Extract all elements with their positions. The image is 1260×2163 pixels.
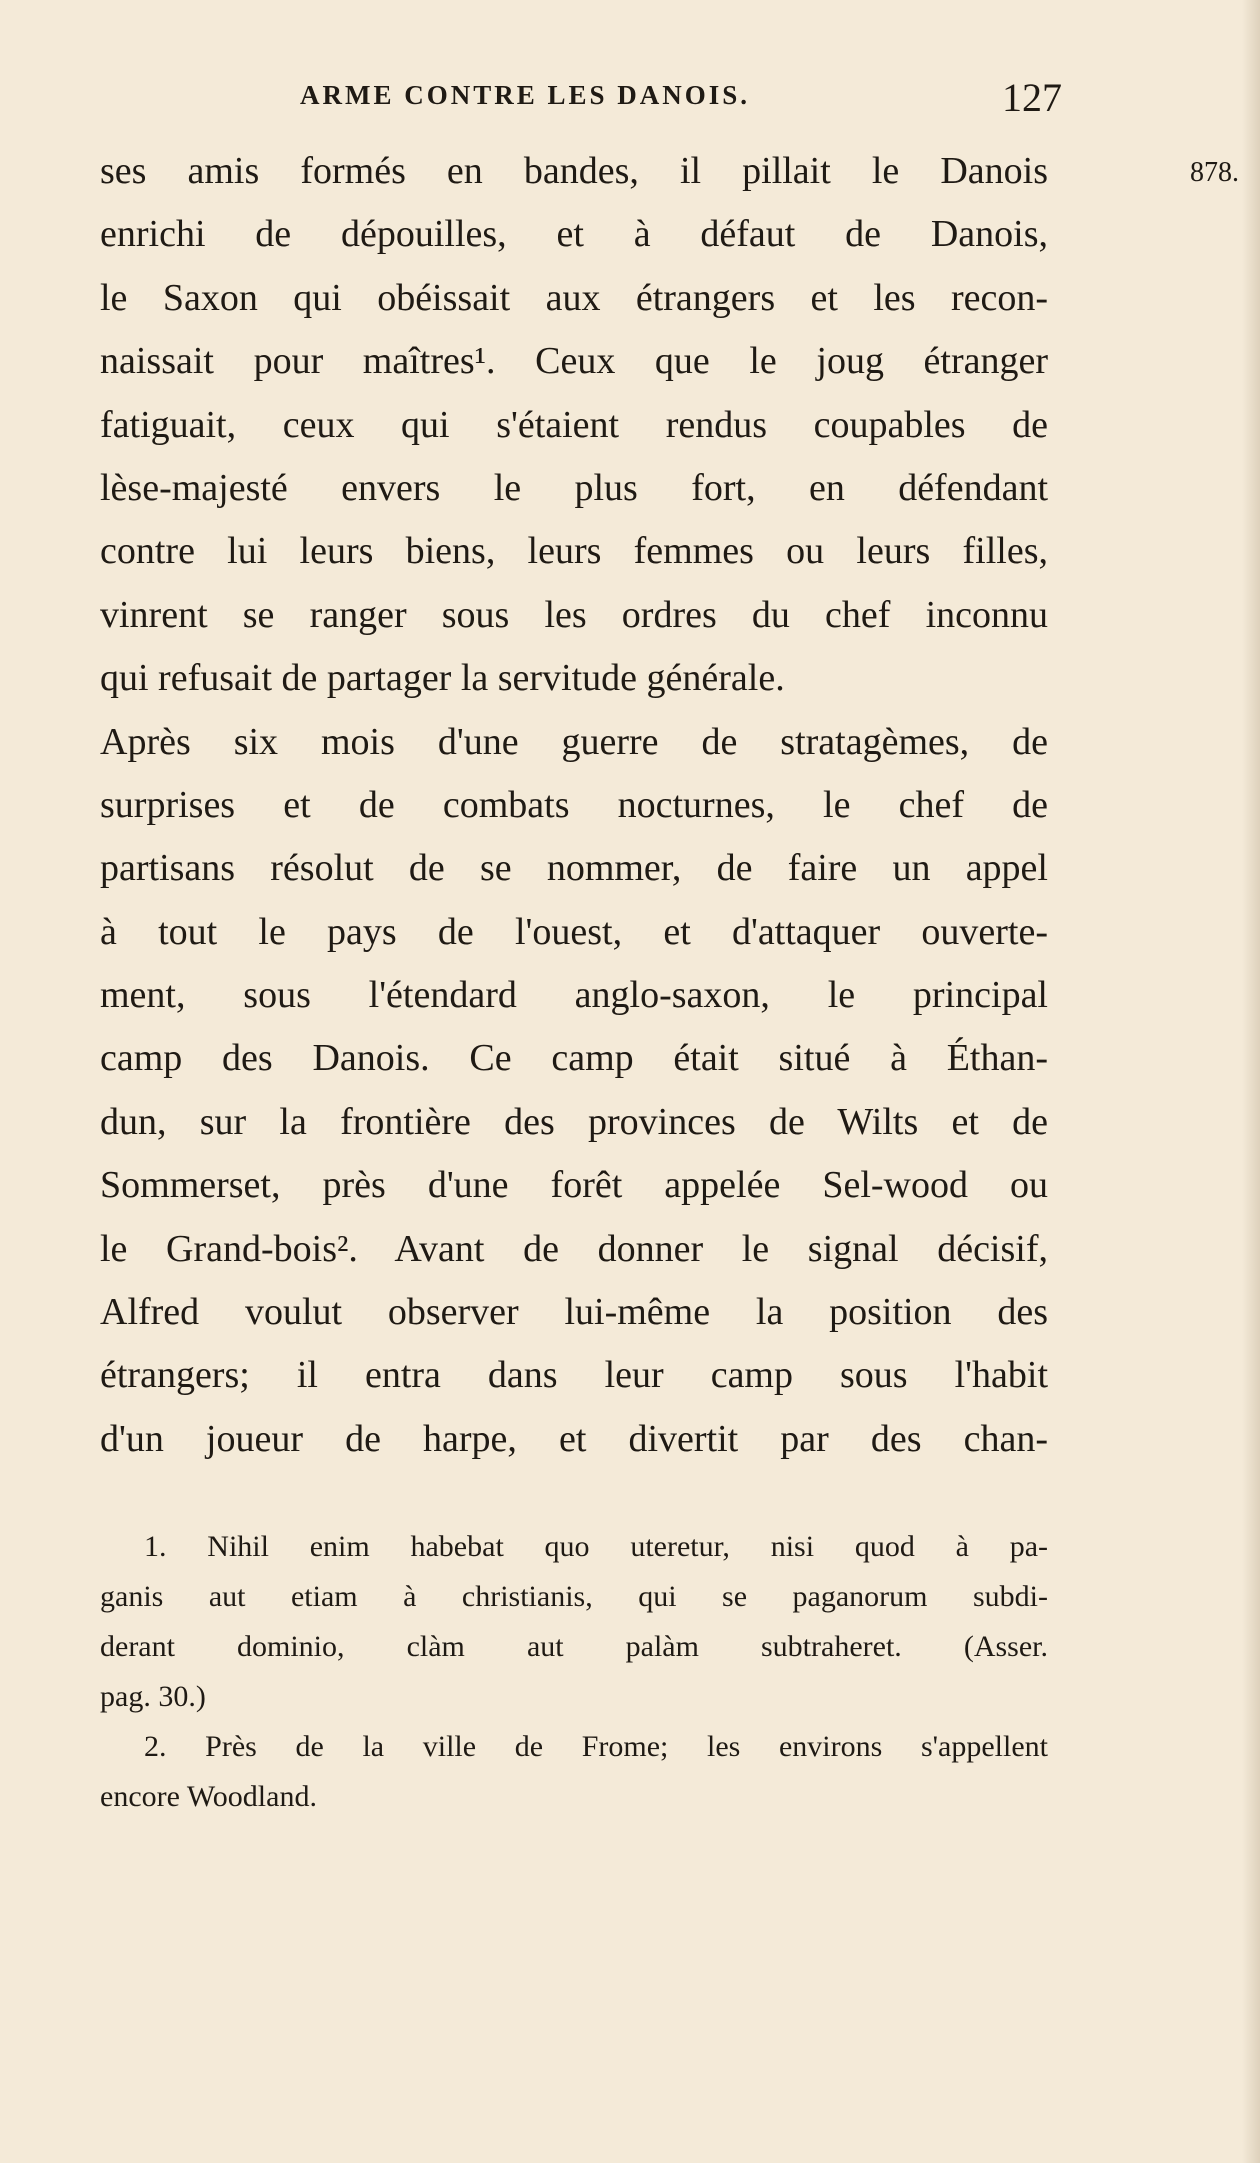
footnote-line: 2. Près de la ville de Frome; les environs s'appellent bbox=[144, 1730, 1048, 1763]
footnotes bbox=[100, 1522, 1048, 1822]
footnote-line: derant dominio, clàm aut palàm subtraheret. (Asser. bbox=[100, 1630, 1048, 1663]
text-line: ses amis formés en bandes, il pillait le Danois bbox=[100, 150, 1048, 192]
footnote-line: ganis aut etiam à christianis, qui se paganorum subdi- bbox=[100, 1580, 1048, 1613]
footnote-line: encore Woodland. bbox=[100, 1780, 317, 1813]
text-line: naissait pour maîtres¹. Ceux que le joug étranger bbox=[100, 340, 1048, 383]
text-line: dun, sur la frontière des provinces de Wilts et de bbox=[100, 1100, 1048, 1143]
footnote-line: pag. 30.) bbox=[100, 1680, 206, 1713]
running-head: ARME CONTRE LES DANOIS. bbox=[300, 80, 751, 110]
page-header bbox=[300, 75, 1070, 120]
text-line: d'un joueur de harpe, et divertit par des chan- bbox=[100, 1417, 1048, 1460]
body-text bbox=[100, 140, 1048, 1471]
text-line: enrichi de dépouilles, et à défaut de Danois, bbox=[100, 213, 1048, 256]
text-line: étrangers; il entra dans leur camp sous l'habit bbox=[100, 1354, 1048, 1397]
text-line: Après six mois d'une guerre de stratagèmes, de bbox=[100, 720, 1048, 763]
text-line: qui refusait de partager la servitude générale. bbox=[100, 657, 785, 700]
margin-date: 878. bbox=[1190, 157, 1239, 188]
text-line: à tout le pays de l'ouest, et d'attaquer ouverte- bbox=[100, 910, 1048, 953]
text-line: le Saxon qui obéissait aux étrangers et les recon- bbox=[100, 276, 1048, 319]
text-line: partisans résolut de se nommer, de faire un appel bbox=[100, 847, 1048, 890]
page-number: 127 bbox=[1002, 75, 1062, 120]
footnote-line: 1. Nihil enim habebat quo uteretur, nisi quod à pa- bbox=[144, 1530, 1048, 1563]
text-line: surprises et de combats nocturnes, le chef de bbox=[100, 783, 1048, 826]
text-line: lèse-majesté envers le plus fort, en défendant bbox=[100, 466, 1048, 509]
text-line: le Grand-bois². Avant de donner le signal décisif, bbox=[100, 1227, 1048, 1270]
text-line: vinrent se ranger sous les ordres du chef inconnu bbox=[100, 593, 1048, 636]
page-edge-shadow bbox=[1242, 0, 1260, 2163]
text-line: contre lui leurs biens, leurs femmes ou leurs filles, bbox=[100, 530, 1048, 573]
text-line: Alfred voulut observer lui-même la position des bbox=[100, 1291, 1048, 1334]
text-line: camp des Danois. Ce camp était situé à Éthan- bbox=[100, 1037, 1048, 1080]
text-line: fatiguait, ceux qui s'étaient rendus coupables de bbox=[100, 403, 1048, 446]
text-line: Sommerset, près d'une forêt appelée Sel-wood ou bbox=[100, 1164, 1048, 1207]
text-line: ment, sous l'étendard anglo-saxon, le principal bbox=[100, 974, 1048, 1017]
